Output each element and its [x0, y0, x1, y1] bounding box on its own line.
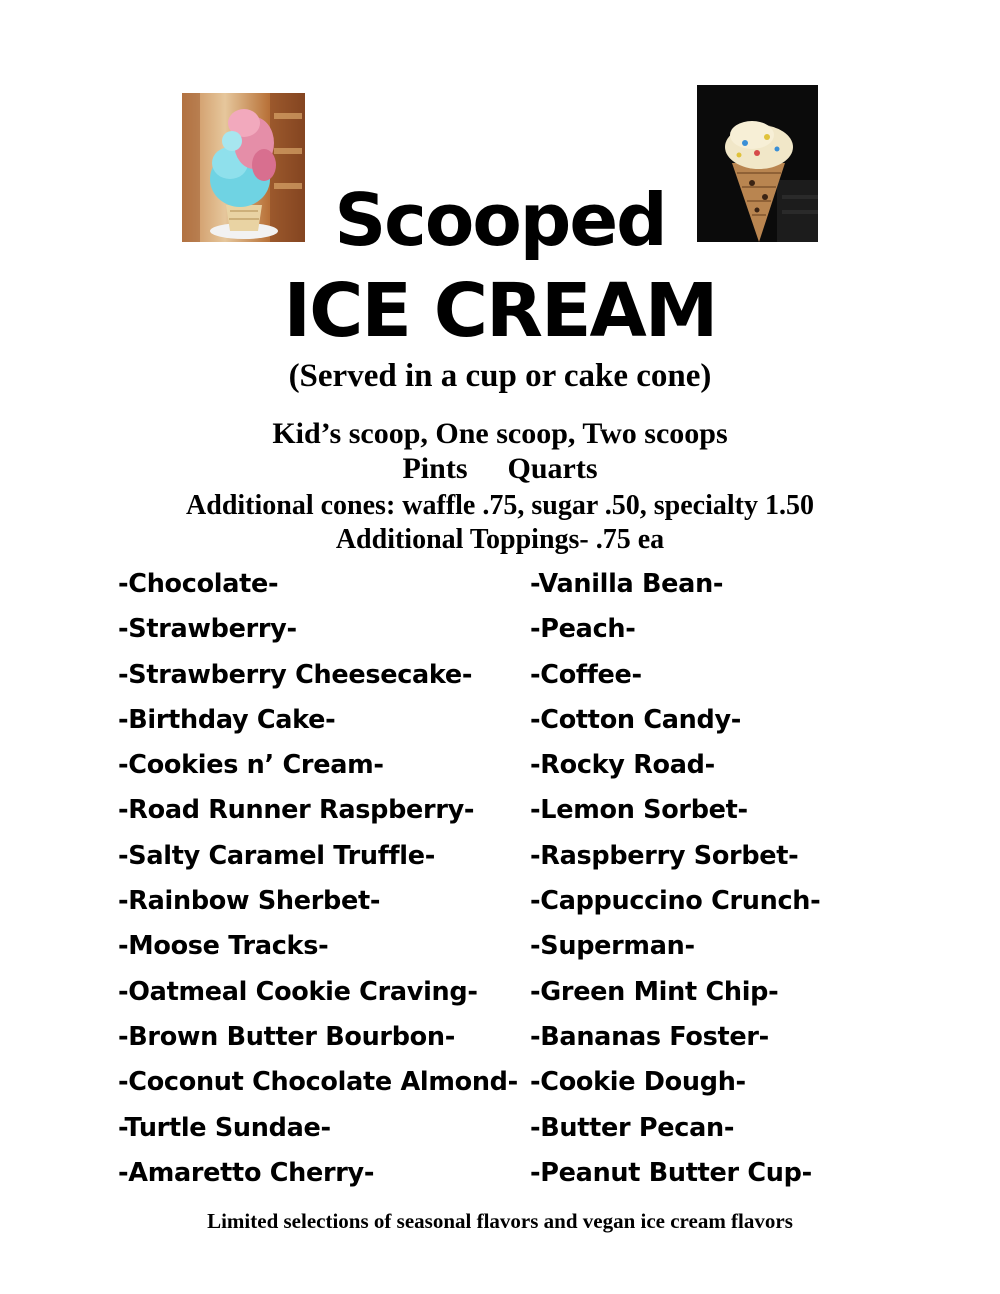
- additional-toppings-pricing: Additional Toppings- .75 ea: [335, 524, 665, 555]
- scoop-sizes: Kid’s scoop, One scoop, Two scoops: [272, 417, 728, 450]
- additional-cones-pricing: Additional cones: waffle .75, sugar .50, specialty 1.50: [186, 490, 814, 521]
- flavor-item: -Rainbow Sherbet-: [118, 886, 381, 917]
- flavor-item: -Bananas Foster-: [530, 1021, 769, 1052]
- flavor-item: -Coffee-: [530, 659, 642, 690]
- flavor-list-right: [530, 566, 820, 1200]
- flavor-item: -Moose Tracks-: [118, 931, 329, 962]
- flavor-item: -Cookie Dough-: [530, 1067, 746, 1098]
- flavor-item: -Cappuccino Crunch-: [530, 886, 821, 917]
- title-ice-cream: ICE CREAM: [283, 268, 717, 354]
- flavor-item: -Brown Butter Bourbon-: [118, 1021, 456, 1052]
- flavor-list-left: [118, 566, 518, 1200]
- seasonal-note: Limited selections of seasonal flavors and vegan ice cream flavors: [207, 1209, 793, 1233]
- flavor-item: -Strawberry Cheesecake-: [118, 659, 473, 690]
- flavor-item: -Superman-: [530, 931, 695, 962]
- container-sizes: [0, 452, 1000, 486]
- flavor-item: -Lemon Sorbet-: [530, 795, 748, 826]
- serving-subtitle: (Served in a cup or cake cone): [288, 358, 712, 394]
- flavor-item: -Rocky Road-: [530, 750, 715, 781]
- flavor-item: -Cookies n’ Cream-: [118, 750, 384, 781]
- flavor-item: -Oatmeal Cookie Craving-: [118, 976, 478, 1007]
- flavor-item: -Amaretto Cherry-: [118, 1157, 375, 1188]
- flavor-item: -Butter Pecan-: [530, 1112, 735, 1143]
- quarts-label: Quarts: [507, 452, 598, 485]
- flavor-item: -Turtle Sundae-: [118, 1112, 331, 1143]
- flavor-item: -Road Runner Raspberry-: [118, 795, 475, 826]
- flavor-item: -Cotton Candy-: [530, 704, 742, 735]
- flavor-item: -Peanut Butter Cup-: [530, 1157, 812, 1188]
- flavor-item: -Vanilla Bean-: [530, 569, 724, 599]
- flavor-item: -Salty Caramel Truffle-: [118, 840, 436, 871]
- flavor-item: -Green Mint Chip-: [530, 976, 779, 1007]
- flavor-item: -Strawberry-: [118, 614, 297, 645]
- pints-label: Pints: [402, 452, 468, 485]
- title-scooped: Scooped: [334, 178, 666, 262]
- flavor-item: -Peach-: [530, 614, 636, 645]
- flavor-item: -Birthday Cake-: [118, 704, 336, 735]
- flavor-item: -Chocolate-: [118, 569, 279, 599]
- flavor-item: -Coconut Chocolate Almond-: [118, 1067, 518, 1098]
- flavor-item: -Raspberry Sorbet-: [530, 840, 799, 871]
